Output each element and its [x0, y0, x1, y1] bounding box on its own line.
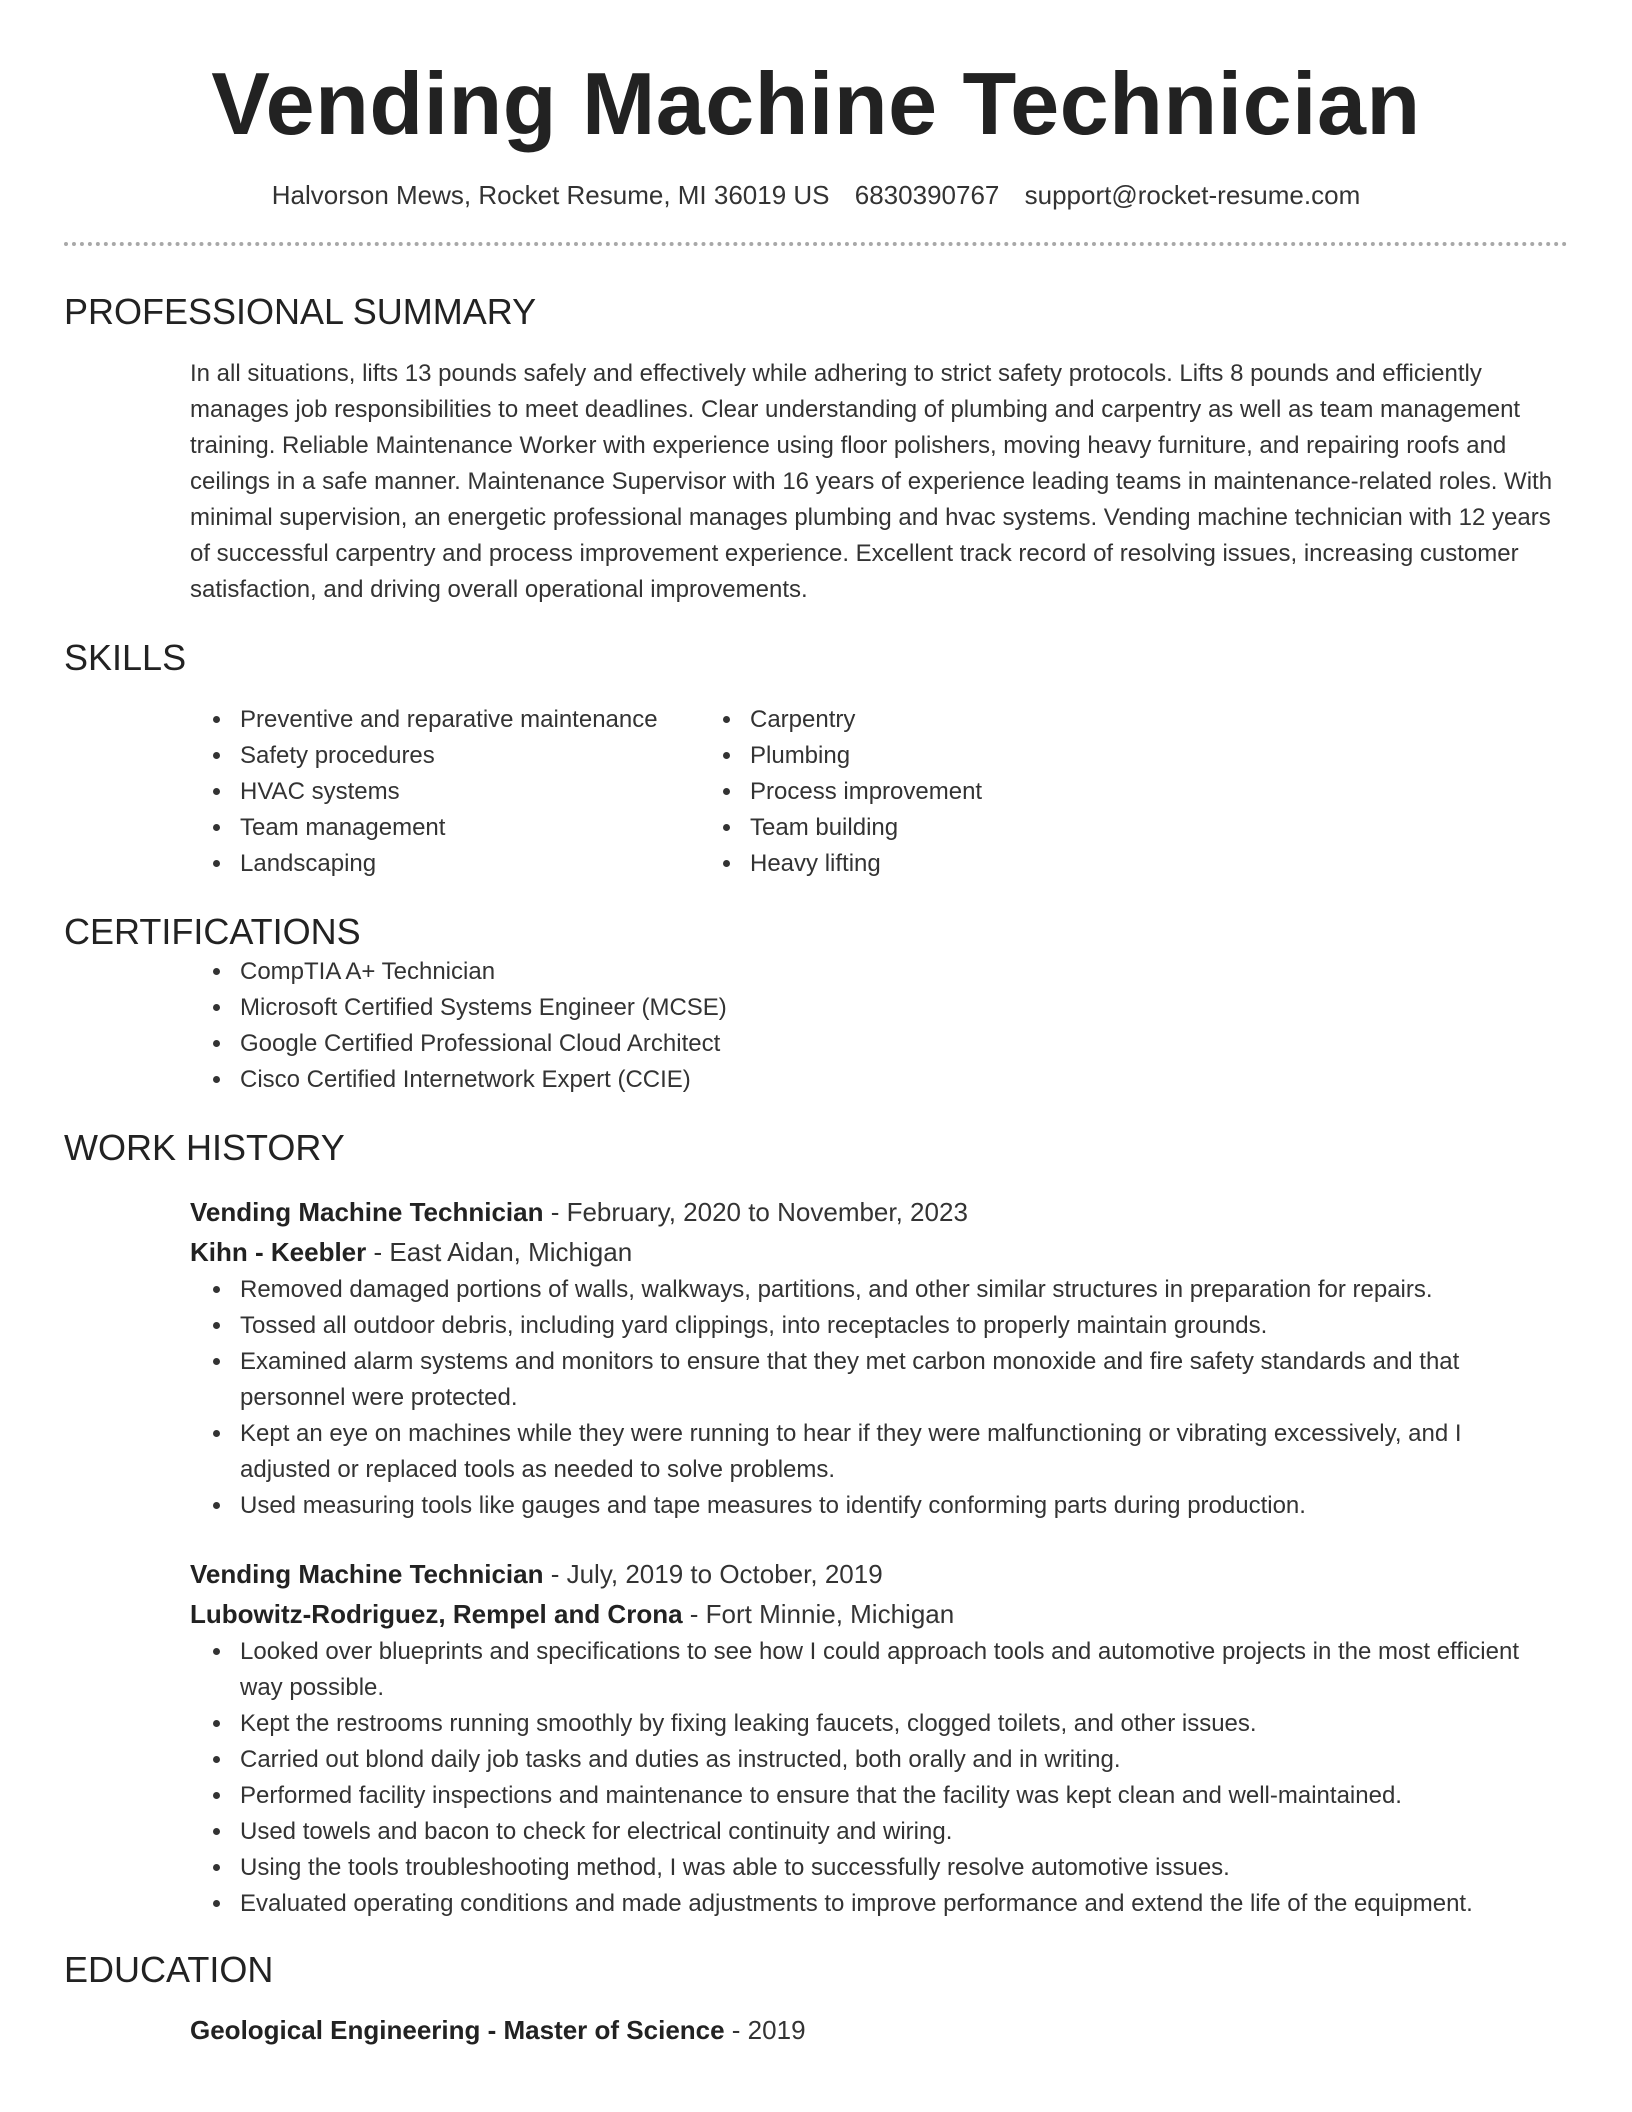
job-duty: • Examined alarm systems and monitors to ensure that they met carbon monoxide and fire safety standards and that personnel were protected.: [234, 1344, 1568, 1416]
job-company-line: [64, 1232, 1568, 1272]
contact-address: Halvorson Mews, Rocket Resume, MI 36019 US: [271, 180, 830, 210]
skill-item: • Preventive and reparative maintenance: [234, 702, 744, 738]
job-duties-list: [64, 1272, 1568, 1524]
skill-item: • HVAC systems: [234, 774, 744, 810]
candidate-name: Vending Machine Technician: [211, 54, 1421, 153]
job-duty: • Used towels and bacon to check for electrical continuity and wiring.: [234, 1814, 1568, 1850]
job-dates: - July, 2019 to October, 2019: [543, 1559, 883, 1589]
job-location: - Fort Minnie, Michigan: [682, 1599, 955, 1629]
job-duty: • Kept an eye on machines while they were running to hear if they were malfunctioning or vibrating excessively, and I adjusted or replaced tools as needed to solve problems.: [234, 1416, 1568, 1488]
education-degree: Geological Engineering - Master of Science: [190, 2015, 725, 2045]
job-duty: • Looked over blueprints and specifications to see how I could approach tools and automotive projects in the most efficient way possible.: [234, 1634, 1568, 1706]
job-duty: • Performed facility inspections and maintenance to ensure that the facility was kept clean and well-maintained.: [234, 1778, 1568, 1814]
skill-item: • Team building: [744, 810, 1344, 846]
skills-list-right: [574, 702, 1344, 882]
skill-item: • Carpentry: [744, 702, 1344, 738]
job-role-line: [64, 1554, 1568, 1594]
contact-email[interactable]: support@rocket-resume.com: [1024, 180, 1361, 210]
skill-item: • Safety procedures: [234, 738, 744, 774]
header-divider: [64, 242, 1568, 246]
skill-item: • Team management: [234, 810, 744, 846]
job-company: Lubowitz-Rodriguez, Rempel and Crona: [190, 1599, 683, 1629]
job-duty: • Using the tools troubleshooting method, I was able to successfully resolve automotive issues.: [234, 1850, 1568, 1886]
section-title-summary: PROFESSIONAL SUMMARY: [64, 291, 537, 332]
section-title-certifications: CERTIFICATIONS: [64, 911, 361, 952]
job-role-line: [64, 1192, 1568, 1232]
skill-item: • Process improvement: [744, 774, 1344, 810]
job-duty: • Removed damaged portions of walls, walkways, partitions, and other similar structures in preparation for repairs.: [234, 1272, 1568, 1308]
skill-item: • Landscaping: [234, 846, 744, 882]
job-company: Kihn - Keebler: [190, 1237, 367, 1267]
job-duties-list: [64, 1634, 1568, 1922]
job-location: - East Aidan, Michigan: [366, 1237, 633, 1267]
summary-text: In all situations, lifts 13 pounds safely and effectively while adhering to strict safety protocols. Lifts 8 pounds and efficiently manages job responsibilities to meet deadlines. Clear understanding of plumbing and carpentry as well as team management training. Reliable Maintenance Worker with experience using floor polishers, moving heavy furniture, and repairing roofs and ceilings in a safe manner. Maintenance Supervisor with 16 years of experience leading teams in maintenance-related roles. With minimal supervision, an energetic professional manages plumbing and hvac systems. Vending machine technician with 12 years of successful carpentry and process improvement experience. Excellent track record of resolving issues, increasing customer satisfaction, and driving overall operational improvements.: [190, 360, 1553, 603]
section-title-work-history: WORK HISTORY: [64, 1127, 345, 1168]
certification-item: • CompTIA A+ Technician: [234, 954, 1568, 990]
certification-item: • Microsoft Certified Systems Engineer (MCSE): [234, 990, 1568, 1026]
section-title-education: EDUCATION: [64, 1949, 274, 1990]
job-company-line: [64, 1594, 1568, 1634]
job-role: Vending Machine Technician: [190, 1197, 544, 1227]
skills-grid: [64, 702, 1568, 882]
skill-item: • Heavy lifting: [744, 846, 1344, 882]
job-dates: - February, 2020 to November, 2023: [543, 1197, 968, 1227]
education-entry: [64, 2010, 1568, 2050]
education-year: - 2019: [724, 2015, 806, 2045]
section-title-skills: SKILLS: [64, 637, 187, 678]
certification-item: • Cisco Certified Internetwork Expert (CCIE): [234, 1062, 1568, 1098]
job-duty: • Used measuring tools like gauges and tape measures to identify conforming parts during production.: [234, 1488, 1568, 1524]
certifications-list: [64, 954, 1568, 1098]
skill-item: • Plumbing: [744, 738, 1344, 774]
job-duty: • Kept the restrooms running smoothly by fixing leaking faucets, clogged toilets, and other issues.: [234, 1706, 1568, 1742]
job-duty: • Evaluated operating conditions and made adjustments to improve performance and extend the life of the equipment.: [234, 1886, 1568, 1922]
job-role: Vending Machine Technician: [190, 1559, 544, 1589]
contact-phone: 6830390767: [854, 180, 1000, 210]
job-entry: [64, 1192, 1568, 1524]
contact-line: [64, 178, 1568, 212]
job-entry: [64, 1554, 1568, 1922]
certification-item: • Google Certified Professional Cloud Architect: [234, 1026, 1568, 1062]
job-duty: • Carried out blond daily job tasks and duties as instructed, both orally and in writing.: [234, 1742, 1568, 1778]
job-duty: • Tossed all outdoor debris, including yard clippings, into receptacles to properly maintain grounds.: [234, 1308, 1568, 1344]
